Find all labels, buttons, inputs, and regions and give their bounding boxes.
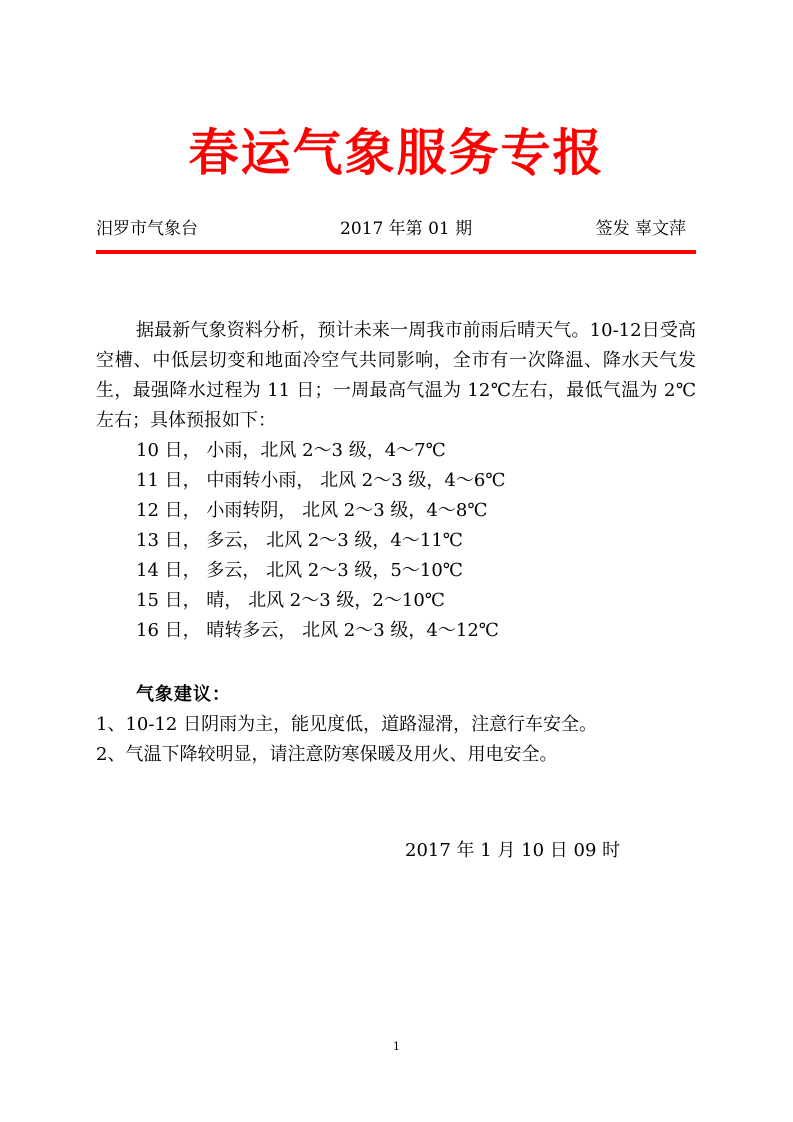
forecast-item: 13 日， 多云， 北风 2～3 级，4～11℃ [136, 530, 463, 551]
issuer: 汨罗市气象台 [96, 219, 198, 239]
signatory: 签发 辜文萍 [595, 219, 686, 239]
forecast-item: 12 日， 小雨转阴， 北风 2～3 级，4～8℃ [136, 500, 488, 521]
forecast-item: 16 日， 晴转多云， 北风 2～3 级，4～12℃ [136, 620, 499, 641]
page-number: 1 [393, 1040, 400, 1053]
advice-title: 气象建议： [136, 684, 231, 705]
forecast-item: 15 日， 晴， 北风 2～3 级，2～10℃ [136, 590, 445, 611]
advice-item: 1、10-12 日阴雨为主，能见度低，道路湿滑，注意行车安全。 [96, 714, 598, 735]
forecast-item: 10 日， 小雨，北风 2～3 级，4～7℃ [136, 440, 446, 461]
forecast-list [96, 436, 696, 646]
report-body [96, 316, 696, 646]
report-header [96, 216, 696, 242]
report-title: 春运气象服务专报 [188, 124, 605, 182]
forecast-item: 11 日， 中雨转小雨， 北风 2～3 级，4～6℃ [136, 470, 506, 491]
intro-paragraph: 据最新气象资料分析，预计未来一周我市前雨后晴天气。10-12日受高空槽、中低层切变和地面冷空气共同影响，全市有一次降温、降水天气发生，最强降水过程为 11 日；一周最高气温为 12℃左右，最低气温为 2℃左右；具体预报如下： [96, 320, 696, 431]
forecast-item: 14 日， 多云， 北风 2～3 级，5～10℃ [136, 560, 463, 581]
issue-number: 2017 年第 01 期 [340, 219, 473, 239]
red-divider [96, 250, 696, 254]
advice-section [96, 680, 716, 770]
advice-item: 2、气温下降较明显，请注意防寒保暖及用火、用电安全。 [96, 744, 558, 765]
issue-date: 2017 年 1 月 10 日 09 时 [405, 840, 621, 861]
